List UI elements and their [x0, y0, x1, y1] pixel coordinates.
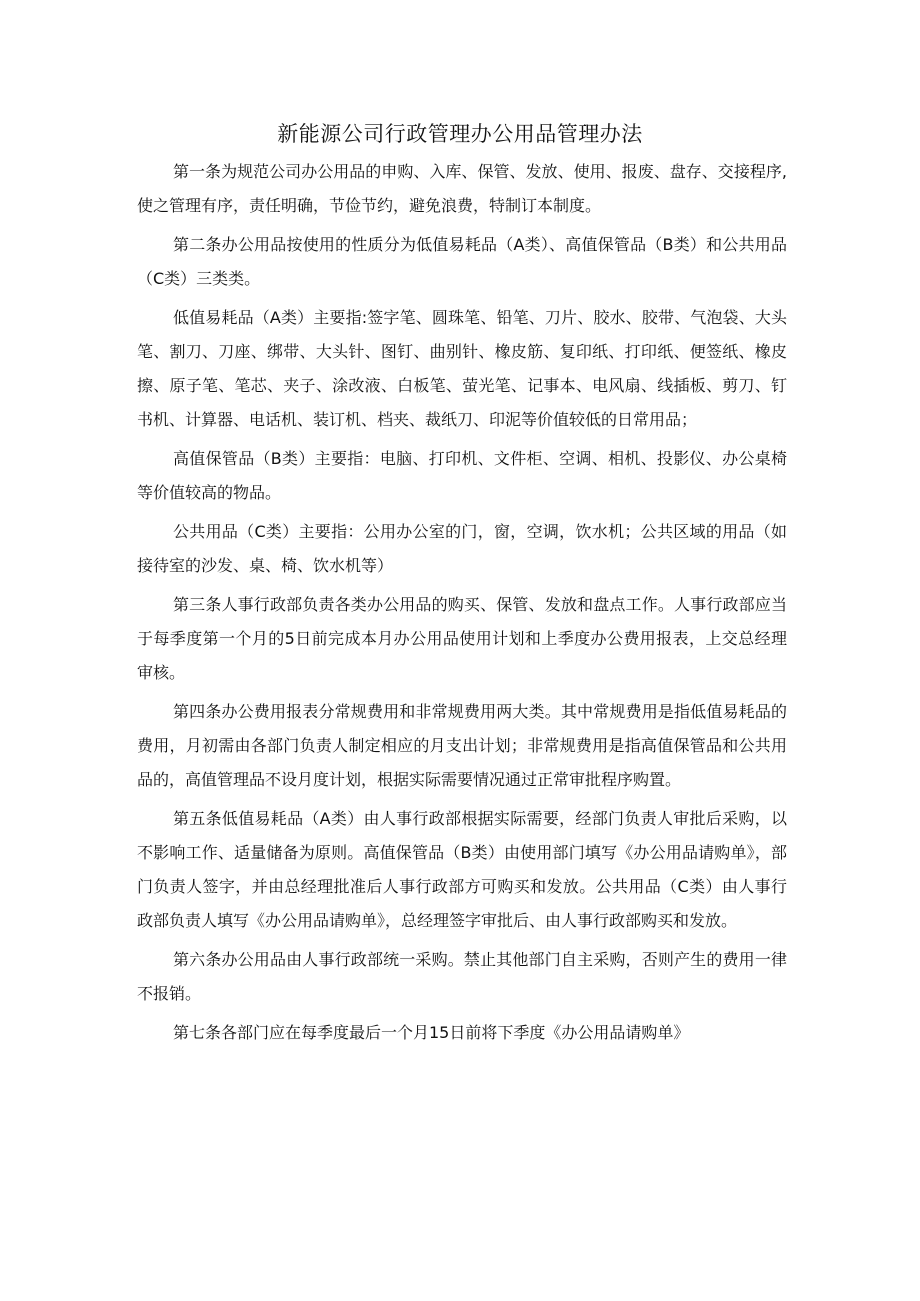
article-4-paragraph: 第四条办公费用报表分常规费用和非常规费用两大类。其中常规费用是指低值易耗品的费用，月初需由各部门负责人制定相应的月支出计划；非常规费用是指高值保管品和公共用品的，高值管理品不设月度计划，根据实际需要情况通过正常审批程序购置。 — [137, 702, 787, 789]
document-title: 新能源公司行政管理办公用品管理办法 — [277, 122, 643, 146]
article-5-paragraph: 第五条低值易耗品（A类）由人事行政部根据实际需要，经部门负责人审批后采购，以不影响工作、适量储备为原则。高值保管品（B类）由使用部门填写《办公用品请购单》，部门负责人签字，并由总经理批准后人事行政部方可购买和发放。公共用品（C类）由人事行政部负责人填写《办公用品请购单》，总经理签字审批后、由人事行政部购买和发放。 — [137, 809, 787, 930]
article-2-paragraph: 第二条办公用品按使用的性质分为低值易耗品（A类）、高值保管品（B类）和公共用品（C类）三类类。 — [137, 235, 787, 288]
article-7-paragraph: 第七条各部门应在每季度最后一个月15日前将下季度《办公用品请购单》 — [173, 1023, 690, 1042]
article-1-paragraph: 第一条为规范公司办公用品的申购、入库、保管、发放、使用、报废、盘存、交接程序,使之管理有序，责任明确，节俭节约，避免浪费，特制订本制度。 — [137, 162, 787, 215]
document-body — [137, 155, 787, 1055]
article-3-paragraph: 第三条人事行政部负责各类办公用品的购买、保管、发放和盘点工作。人事行政部应当于每季度第一个月的5日前完成本月办公用品使用计划和上季度办公费用报表，上交总经理审核。 — [137, 595, 787, 682]
article-6-paragraph: 第六条办公用品由人事行政部统一采购。禁止其他部门自主采购，否则产生的费用一律不报销。 — [137, 950, 787, 1003]
category-b-paragraph: 高值保管品（B类）主要指：电脑、打印机、文件柜、空调、相机、投影仪、办公桌椅等价值较高的物品。 — [137, 449, 787, 502]
category-a-paragraph: 低值易耗品（A类）主要指:签字笔、圆珠笔、铅笔、刀片、胶水、胶带、气泡袋、大头笔、割刀、刀座、绑带、大头针、图钉、曲别针、橡皮筋、复印纸、打印纸、便签纸、橡皮擦、原子笔、笔芯、夹子、涂改液、白板笔、萤光笔、记事本、电风扇、线插板、剪刀、钉书机、计算器、电话机、装订机、档夹、裁纸刀、印泥等价值较低的日常用品； — [137, 308, 787, 429]
category-c-paragraph: 公共用品（C类）主要指：公用办公室的门，窗，空调，饮水机；公共区域的用品（如接待室的沙发、桌、椅、饮水机等） — [137, 522, 787, 575]
